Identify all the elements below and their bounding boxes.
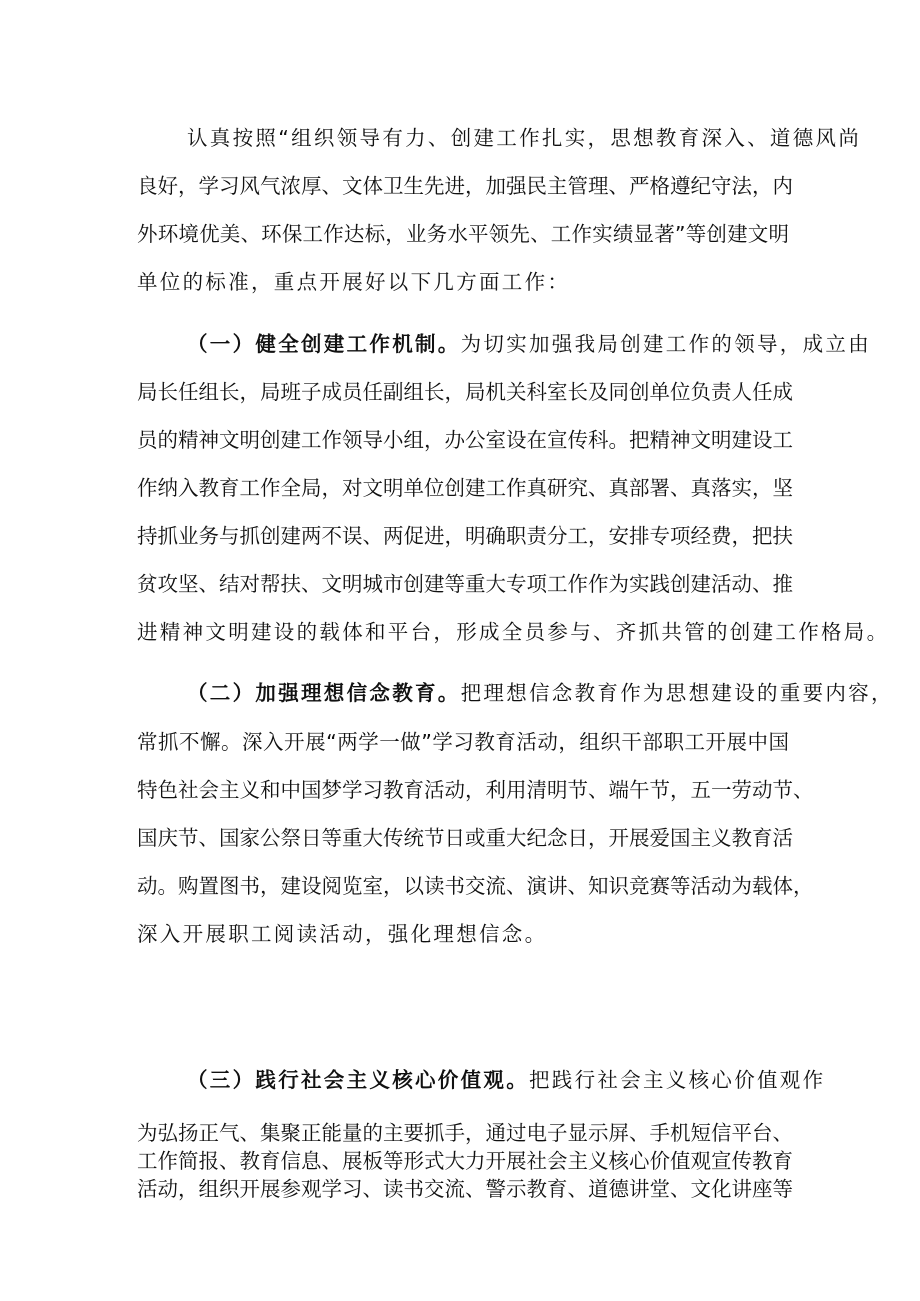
paragraph-1-line-4: 单位的标准，重点开展好以下几方面工作： [137,270,571,294]
paragraph-2-line-5: 持抓业务与抓创建两不误、两促进，明确职责分工，安排专项经费，把扶 [137,524,793,548]
paragraph-4-line-2: 为弘扬正气、集聚正能量的主要抓手，通过电子显示屏、手机短信平台、 [137,1121,793,1145]
paragraph-4-first-line-text: 把践行社会主义核心价值观作 [529,1068,826,1092]
paragraph-2-line-3: 员的精神文明创建工作领导小组，办公室设在宣传科。把精神文明建设工 [137,428,793,452]
section-heading: （二）加强理想信念教育。 [187,681,461,705]
paragraph-3-first-line-text: 把理想信念教育作为思想建设的重要内容， [460,681,894,705]
paragraph-2-line-2: 局长任组长，局班子成员任副组长，局机关科室长及同创单位负责人任成 [137,380,793,404]
paragraph-4-line-3: 工作简报、教育信息、展板等形式大力开展社会主义核心价值观宣传教育 [137,1149,793,1173]
paragraph-2-first-line [187,331,871,357]
paragraph-1-line-2: 良好，学习风气浓厚、文体卫生先进，加强民主管理、严格遵纪守法，内 [137,174,793,198]
paragraph-3-line-3: 特色社会主义和中国梦学习教育活动，利用清明节、端午节，五一劳动节、 [137,778,814,802]
paragraph-2-first-line-text: 为切实加强我局创建工作的领导，成立由 [460,332,872,356]
paragraph-1-line-1: 认真按照“组织领导有力、创建工作扎实，思想教育深入、道德风尚 [187,126,862,150]
paragraph-3-line-5: 动。购置图书，建设阅览室，以读书交流、演讲、知识竞赛等活动为载体， [137,874,814,898]
section-heading: （一）健全创建工作机制。 [187,332,461,356]
paragraph-4-line-4: 活动，组织开展参观学习、读书交流、警示教育、道德讲堂、文化讲座等 [137,1177,793,1201]
paragraph-3-line-4: 国庆节、国家公祭日等重大传统节日或重大纪念日，开展爱国主义教育活 [137,826,793,850]
paragraph-2-line-4: 作纳入教育工作全局，对文明单位创建工作真研究、真部署、真落实，坚 [137,476,793,500]
paragraph-3-first-line [187,680,894,706]
paragraph-2-line-6: 贫攻坚、结对帮扶、文明城市创建等重大专项工作作为实践创建活动、推 [137,572,793,596]
paragraph-3-line-6: 深入开展职工阅读活动，强化理想信念。 [137,922,548,946]
paragraph-4-first-line [187,1067,825,1093]
paragraph-2-line-7: 进精神文明建设的载体和平台，形成全员参与、齐抓共管的创建工作格局。 [137,620,890,644]
paragraph-1-line-3: 外环境优美、环保工作达标，业务水平领先、工作实绩显著”等创建文明 [137,222,789,246]
section-heading: （三）践行社会主义核心价值观。 [187,1068,529,1092]
paragraph-3-line-2: 常抓不懈。深入开展“两学一做”学习教育活动，组织干部职工开展中国 [137,730,789,754]
